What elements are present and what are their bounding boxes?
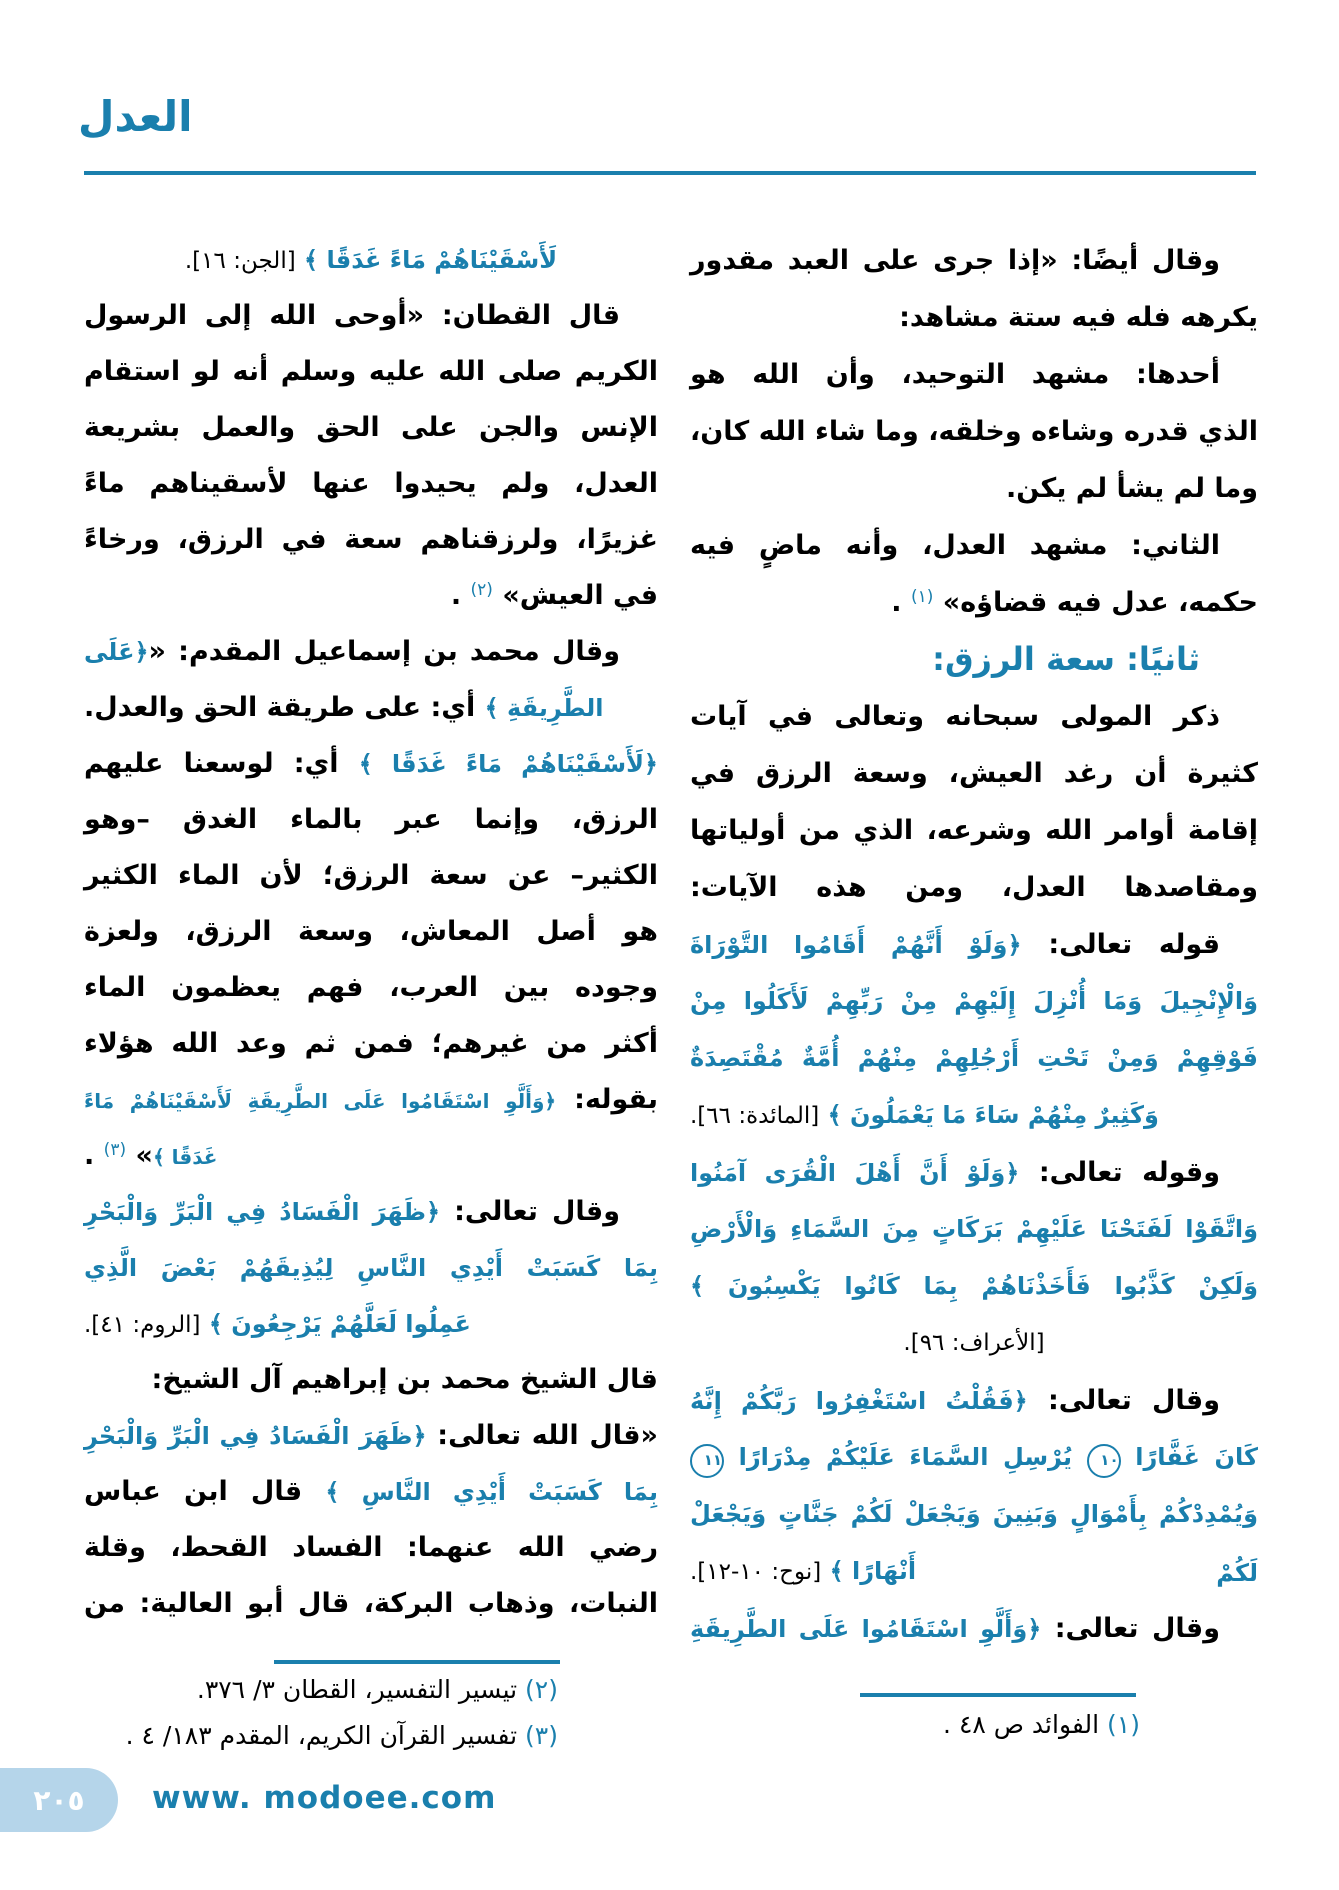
quran-verse-text: ﴿لَأَسْقَيْنَاهُمْ مَاءً غَدَقًا ﴾ [358, 750, 658, 778]
quran-verse-text: ﴿وَلَوْ أَنَّ أَهْلَ الْقُرَى آمَنُوا [690, 1159, 1020, 1187]
body-text: وقال محمد بن إسماعيل المقدم: « [148, 636, 620, 667]
text-line [690, 1543, 1258, 1600]
text-line [84, 1576, 658, 1632]
body-text: غزيرًا، ولرزقناهم سعة في الرزق، ورخاءً [84, 524, 658, 555]
body-text: وما لم يشأ لم يكن. [1005, 473, 1258, 504]
body-text: رضي الله عنهما: الفساد القحط، وقلة [84, 1532, 658, 1563]
body-text: في العيش» [492, 580, 658, 611]
quran-verse-text: وَكَثِيرٌ مِنْهُمْ سَاءَ مَا يَعْمَلُونَ ﴾ [819, 1101, 1159, 1129]
text-line [690, 1258, 1258, 1315]
text-line [690, 1315, 1258, 1372]
body-text: أكثر من غيرهم؛ فمن ثم وعد الله هؤلاء [84, 1028, 658, 1059]
text-line [690, 745, 1258, 802]
footnote-marker: (١) [910, 587, 934, 607]
text-line [690, 1144, 1258, 1201]
body-text: أي: لوسعنا عليهم [84, 748, 359, 779]
body-text: العدل، ولم يحيدوا عنها لأسقيناهم ماءً [84, 468, 658, 499]
footnotes-right [690, 1693, 1258, 1745]
quran-verse-text: ﴿وَأَلَّوِ اسْتَقَامُوا عَلَى الطَّرِيقَةِ [690, 1615, 1042, 1643]
body-text: الإنس والجن على الحق والعمل بشريعة [84, 412, 658, 443]
website-url[interactable]: www. modoee.com [152, 1780, 497, 1816]
quran-verse-text: ﴿ظَهَرَ الْفَسَادُ فِي الْبَرِّ وَالْبَحْرِ [84, 1198, 441, 1226]
text-line [690, 346, 1258, 403]
quran-verse-text: ﴿عَلَى [84, 638, 149, 666]
body-text: وقال تعالى: [1027, 1385, 1220, 1416]
body-text: الثاني: مشهد العدل، وأنه ماضٍ فيه [690, 530, 1220, 561]
verse-reference: [الأعراف: ٩٦]. [903, 1330, 1045, 1356]
page-number: ٢٠٥ [33, 1783, 85, 1817]
text-line [690, 574, 1258, 631]
quran-verse-text: وَلَكِنْ كَذَّبُوا فَأَخَذْنَاهُمْ بِمَا كَانُوا يَكْسِبُونَ ﴾ [690, 1272, 1258, 1300]
ayah-number-ornament: ١٠ [1087, 1444, 1121, 1478]
footnote-list [84, 1670, 658, 1756]
body-text: . [891, 587, 911, 618]
body-text: الكريم صلى الله عليه وسلم أنه لو استقام [84, 356, 658, 387]
text-line [84, 344, 658, 400]
header-rule [84, 171, 1256, 175]
text-line [84, 1072, 658, 1128]
body-text: قال الشيخ محمد بن إبراهيم آل الشيخ: [151, 1364, 658, 1395]
verse-reference: [الجن: ١٦]. [184, 248, 296, 274]
body-text: قال ابن عباس [84, 1476, 326, 1507]
quran-verse-text: يُرْسِلِ السَّمَاءَ عَلَيْكُمْ مِدْرَارًا [724, 1443, 1087, 1471]
body-text: أحدها: مشهد التوحيد، وأن الله هو [690, 359, 1220, 390]
footnote-number: (٢) [525, 1675, 558, 1704]
text-line [84, 792, 658, 848]
footnotes-left [84, 1660, 658, 1756]
column-left [84, 232, 658, 1632]
text-line [84, 456, 658, 512]
body-text: ومقاصدها العدل، ومن هذه الآيات: [690, 872, 1258, 903]
footnote-separator [860, 1693, 1136, 1697]
body-text: » [126, 1140, 153, 1171]
text-line [690, 1372, 1258, 1429]
footnote-number: (٣) [525, 1721, 558, 1750]
footnote-marker: (٢) [470, 580, 493, 600]
text-line [84, 1352, 658, 1408]
quran-verse-text: وَالْإِنْجِيلَ وَمَا أُنْزِلَ إِلَيْهِمْ مِنْ رَبِّهِمْ لَأَكَلُوا مِنْ [690, 987, 1258, 1015]
verse-reference: [الروم: ٤١]. [84, 1312, 201, 1338]
footnote-separator [274, 1660, 560, 1664]
body-text: كثيرة أن رغد العيش، وسعة الرزق في [690, 758, 1258, 789]
body-text: «قال الله تعالى: [426, 1420, 658, 1451]
text-line [84, 1128, 658, 1184]
body-text: وجوده بين العرب، فهم يعظمون الماء [84, 972, 658, 1003]
quran-verse-text: وَيُمْدِدْكُمْ بِأَمْوَالٍ وَبَنِينَ وَيَجْعَلْ لَكُمْ جَنَّاتٍ وَيَجْعَلْ لَكُمْ [690, 1500, 1258, 1587]
text-line [84, 736, 658, 792]
body-text: وقال تعالى: [1041, 1613, 1220, 1644]
text-line [690, 1201, 1258, 1258]
text-line [84, 1016, 658, 1072]
body-text: . [84, 1140, 104, 1171]
text-line [84, 568, 658, 624]
text-line [690, 1087, 1258, 1144]
chapter-title: العدل [78, 92, 193, 141]
quran-verse-text: فَوْقِهِمْ وَمِنْ تَحْتِ أَرْجُلِهِمْ مِنْهُمْ أُمَّةٌ مُقْتَصِدَةٌ [690, 1044, 1258, 1072]
body-text: . [450, 580, 471, 611]
body-text: ذكر المولى سبحانه وتعالى في آيات [690, 701, 1220, 732]
quran-verse-text: كَانَ غَفَّارًا [1120, 1443, 1258, 1471]
body-text: الذي قدره وشاءه وخلقه، وما شاء الله كان، [690, 416, 1258, 447]
text-line [84, 1240, 658, 1296]
body-text: وقال أيضًا: «إذا جرى على العبد مقدور [690, 245, 1220, 276]
body-text: يكرهه فله فيه ستة مشاهد: [899, 302, 1258, 333]
text-line [690, 802, 1258, 859]
body-text: الكثير– عن سعة الرزق؛ لأن الماء الكثير [84, 860, 658, 891]
text-line [84, 904, 658, 960]
text-line [84, 232, 658, 288]
verse-reference: [نوح: ١٠-١٢]. [690, 1559, 822, 1585]
body-text: قال القطان: «أوحى الله إلى الرسول [84, 300, 620, 331]
text-line [84, 512, 658, 568]
quran-verse-text: وَاتَّقَوْا لَفَتَحْنَا عَلَيْهِمْ بَرَكَاتٍ مِنَ السَّمَاءِ وَالْأَرْضِ [690, 1215, 1258, 1243]
body-text: وقوله تعالى: [1019, 1157, 1220, 1188]
text-line [84, 1408, 658, 1464]
body-text: هو أصل المعاش، وسعة الرزق، ولعزة [84, 916, 658, 947]
text-line [84, 960, 658, 1016]
footnote-text: الفوائد ص ٤٨ . [943, 1710, 1108, 1739]
text-line [690, 289, 1258, 346]
text-line [84, 680, 658, 736]
text-line [690, 1429, 1258, 1486]
body-text: بقوله: [556, 1084, 658, 1115]
heading-text: ثانيًا: سعة الرزق: [932, 640, 1200, 678]
quran-verse-text: عَمِلُوا لَعَلَّهُمْ يَرْجِعُونَ ﴾ [200, 1310, 471, 1338]
text-line [690, 460, 1258, 517]
text-line [84, 1464, 658, 1520]
text-line [690, 973, 1258, 1030]
quran-verse-text: ﴿وَأَلَّوِ اسْتَقَامُوا عَلَى الطَّرِيقَةِ لَأَسْقَيْنَاهُمْ مَاءً [84, 1089, 557, 1113]
body-text: قوله تعالى: [1021, 929, 1221, 960]
footnote [690, 1705, 1258, 1745]
quran-verse-text: أَنْهَارًا ﴾ [821, 1557, 917, 1585]
body-text: أي: على طريقة الحق والعدل. [84, 692, 485, 723]
quran-verse-text: ﴿وَلَوْ أَنَّهُمْ أَقَامُوا التَّوْرَاةَ [690, 931, 1022, 959]
footnote-marker: (٣) [103, 1140, 127, 1160]
body-text: حكمه، عدل فيه قضاؤه» [933, 587, 1258, 618]
quran-verse-text: ﴿فَقُلْتُ اسْتَغْفِرُوا رَبَّكُمْ إِنَّهُ [690, 1387, 1028, 1415]
text-line [84, 848, 658, 904]
body-text: وقال تعالى: [440, 1196, 620, 1227]
text-line [690, 232, 1258, 289]
footnote-text: تفسير القرآن الكريم، المقدم ١٨٣/ ٤ . [125, 1721, 526, 1750]
quran-verse-text: بِمَا كَسَبَتْ أَيْدِي النَّاسِ لِيُذِيقَهُمْ بَعْضَ الَّذِي [84, 1254, 658, 1282]
quran-verse-text: الطَّرِيقَةِ ﴾ [484, 694, 604, 722]
body-text: إقامة أوامر الله وشرعه، الذي من أولياتها [690, 815, 1258, 846]
text-line [690, 859, 1258, 916]
footnote-list [690, 1705, 1258, 1745]
text-line [84, 400, 658, 456]
verse-reference: [المائدة: ٦٦]. [690, 1103, 820, 1129]
footnote-number: (١) [1107, 1710, 1140, 1739]
text-line [690, 403, 1258, 460]
footnote [84, 1670, 658, 1710]
text-line [690, 517, 1258, 574]
quran-verse-text: لَأَسْقَيْنَاهُمْ مَاءً غَدَقًا ﴾ [295, 246, 558, 274]
column-right [690, 232, 1258, 1657]
text-line [690, 1030, 1258, 1087]
text-line [84, 1184, 658, 1240]
text-line [690, 1600, 1258, 1657]
text-line [84, 624, 658, 680]
footnote [84, 1716, 658, 1756]
section-heading [690, 631, 1258, 688]
text-line [84, 1296, 658, 1352]
text-line [84, 1520, 658, 1576]
quran-verse-text: ﴿ظَهَرَ الْفَسَادُ فِي الْبَرِّ وَالْبَحْرِ [84, 1422, 427, 1450]
text-line [84, 288, 658, 344]
body-text: النبات، وذهاب البركة، قال أبو العالية: من [84, 1588, 658, 1619]
quran-verse-text: غَدَقًا ﴾ [152, 1145, 218, 1169]
text-line [690, 688, 1258, 745]
footnote-text: تيسير التفسير، القطان ٣/ ٣٧٦. [196, 1675, 526, 1704]
ayah-number-ornament: ١١ [690, 1444, 724, 1478]
page-number-pill [0, 1768, 118, 1832]
quran-verse-text: بِمَا كَسَبَتْ أَيْدِي النَّاسِ ﴾ [325, 1478, 658, 1506]
body-text: الرزق، وإنما عبر بالماء الغدق –وهو [84, 804, 658, 835]
text-line [690, 916, 1258, 973]
